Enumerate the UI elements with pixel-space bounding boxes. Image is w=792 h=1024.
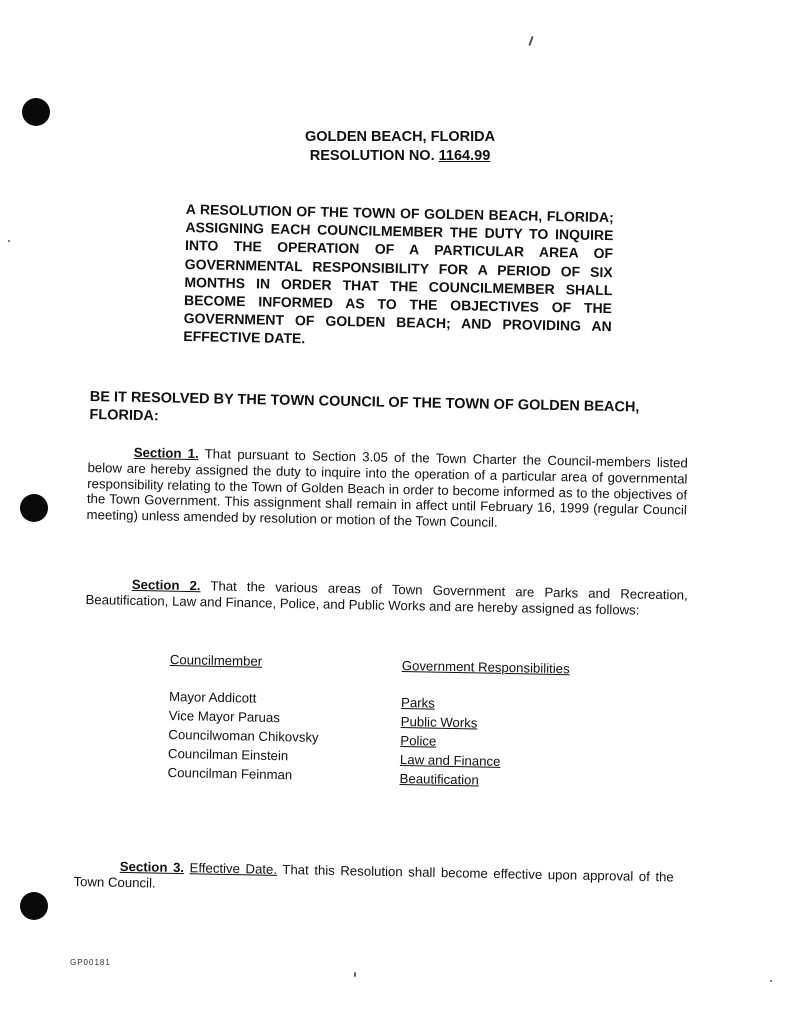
scan-speck bbox=[528, 36, 533, 46]
footer-code: GP00181 bbox=[70, 958, 111, 967]
punch-hole bbox=[20, 494, 48, 522]
councilmember-name: Vice Mayor Paruas bbox=[168, 707, 281, 726]
section-3-text: That this Resolution shall become effective upon approval of the Town Council. bbox=[73, 862, 674, 891]
councilmember-name: Mayor Addicott bbox=[168, 688, 257, 706]
resolution-number-line bbox=[250, 147, 550, 166]
councilmember-name: Councilman Feinman bbox=[167, 764, 293, 783]
scan-speck bbox=[770, 980, 772, 982]
punch-hole bbox=[22, 98, 50, 126]
responsibility-item: Law and Finance bbox=[399, 751, 501, 769]
resolution-number: 1164.99 bbox=[438, 148, 491, 164]
responsibility-item: Beautification bbox=[399, 770, 479, 788]
section-1 bbox=[86, 444, 687, 534]
section-1-text: That pursuant to Section 3.05 of the Town Charter the Council-members listed below are hereby assigned the duty to inquire into the operation of a particular area of governmental responsibility relating to the Town of Golden Beach in order to become informed as to the objectives of the Town Government. This assignment shall remain in affect until February 16, 1999 (regular Council meeting) unless amended by resolution or motion of the Town Council. bbox=[86, 446, 688, 531]
section-2 bbox=[85, 576, 687, 619]
responsibility-item: Public Works bbox=[400, 713, 478, 731]
councilmember-name: Councilwoman Chikovsky bbox=[168, 726, 319, 745]
document-header bbox=[250, 128, 550, 166]
scan-speck bbox=[354, 972, 356, 977]
responsibility-item: Parks bbox=[400, 694, 435, 711]
resolution-label: RESOLUTION NO. bbox=[309, 148, 435, 164]
resolved-clause: BE IT RESOLVED BY THE TOWN COUNCIL OF THE TOWN OF GOLDEN BEACH, FLORIDA: bbox=[89, 388, 640, 425]
councilmember-name: Councilman Einstein bbox=[167, 745, 289, 764]
section-3 bbox=[73, 858, 673, 901]
councilmember-header: Councilmember bbox=[169, 651, 263, 669]
responsibility-header: Government Responsibilities bbox=[401, 657, 570, 677]
responsibility-item: Police bbox=[400, 732, 437, 749]
section-1-label: Section 1. bbox=[133, 444, 199, 462]
responsibility-column bbox=[399, 656, 569, 791]
section-2-label: Section 2. bbox=[131, 576, 201, 594]
punch-hole bbox=[20, 892, 48, 920]
resolution-title: A RESOLUTION OF THE TOWN OF GOLDEN BEACH, FLORIDA; ASSIGNING EACH COUNCILMEMBER THE DUTY TO INQUIRE INTO THE OPERATION OF A PARTICULAR AREA OF GOVERNMENTAL RESPONSIBILITY FOR A PERIOD OF SIX MONTHS IN ORDER THAT THE COUNCILMEMBER SHALL BECOME INFORMED AS TO THE OBJECTIVES OF THE GOVERNMENT OF GOLDEN BEACH; AND PROVIDING AN EFFECTIVE DATE. bbox=[183, 200, 614, 347]
section-3-title: Effective Date. bbox=[189, 860, 278, 877]
scan-speck bbox=[8, 240, 10, 242]
councilmember-column bbox=[167, 650, 320, 785]
section-3-label: Section 3. bbox=[119, 858, 185, 876]
section-2-text: That the various areas of Town Government are Parks and Recreation, Beautification, Law and Finance, Police, and Public Works and are hereby assigned as follows: bbox=[85, 578, 688, 618]
town-title: GOLDEN BEACH, FLORIDA bbox=[304, 129, 496, 145]
